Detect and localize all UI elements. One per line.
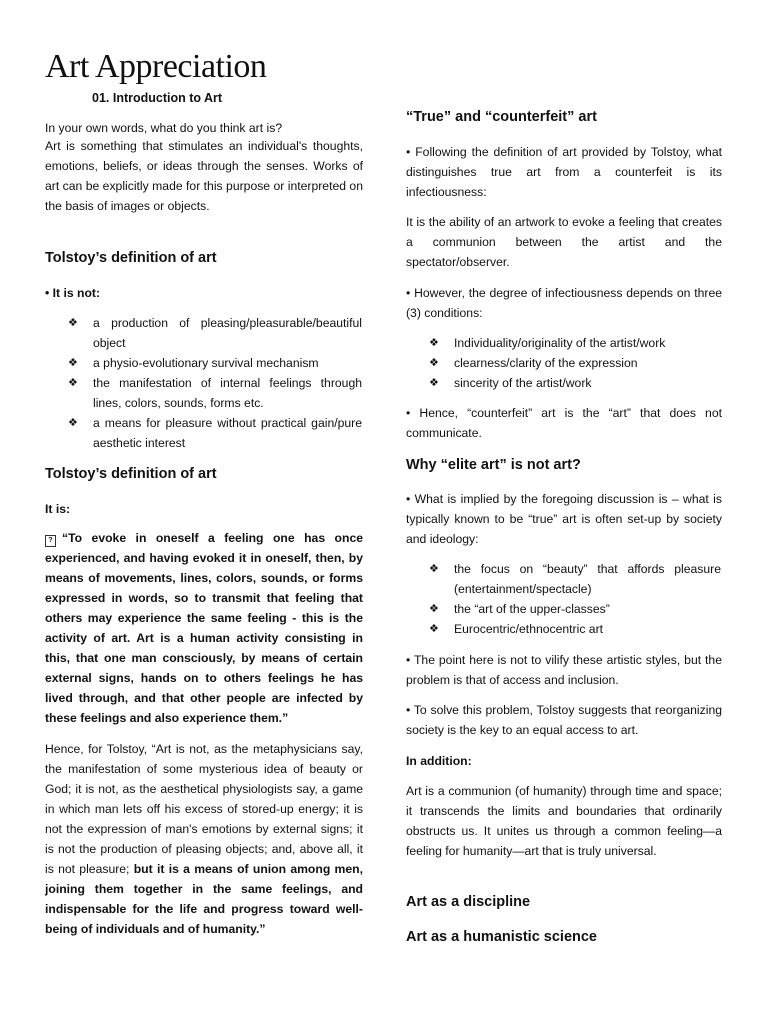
foregoing-paragraph: • What is implied by the foregoing discussion is – what is typically known to be “true” art is often set-up by society and ideology:	[406, 492, 722, 546]
list-item: ❖ a production of pleasing/pleasurable/beautiful object	[68, 313, 362, 353]
hence-paragraph: Hence, for Tolstoy, “Art is not, as the metaphysicians say, the manifestation of some mysterious idea of beauty or God; it is not, as the aesthetical physiologists say, a game in which man lets off his excess of stored-up energy; it is not the expression of man's emotions by external signs; it is not the production of pleasing objects; and, above all, it is not pleasure; but it is a means of union among men, joining them together in the same feelings, and indispensable for the life and progress toward well-being of individuals and of humanity.”	[45, 742, 363, 936]
addition-label: In addition:	[406, 754, 472, 768]
section-heading-tolstoy-1: Tolstoy’s definition of art	[45, 250, 217, 266]
document-subtitle: 01. Introduction to Art	[92, 91, 223, 105]
not-list	[68, 313, 362, 453]
communion-paragraph: Art is a communion (of humanity) through time and space; it transcends the limits and boundaries that ordinarily obstructs us. It unites us through a common feeling—a feeling for humanity—art that is truly universal.	[406, 784, 722, 858]
list-item: ❖ the “art of the upper-classes”	[429, 599, 721, 619]
counterfeit-paragraph: • Hence, “counterfeit” art is the “art” that does not communicate.	[406, 406, 722, 440]
section-heading-true-counterfeit: “True” and “counterfeit” art	[406, 109, 597, 125]
elite-list	[429, 559, 721, 639]
section-heading-humanistic-science: Art as a humanistic science	[406, 929, 597, 945]
answer-paragraph: Art is something that stimulates an individual's thoughts, emotions, beliefs, or ideas through the senses. Works of art can be explicitly made for this purpose or interpreted on the basis of images or objects.	[45, 139, 363, 213]
list-item: ❖ clearness/clarity of the expression	[429, 353, 721, 373]
list-item: ❖ the focus on “beauty” that affords pleasure (entertainment/spectacle)	[429, 559, 721, 599]
question-text: In your own words, what do you think art is?	[45, 121, 283, 135]
list-item: ❖ the manifestation of internal feelings through lines, colors, sounds, forms etc.	[68, 373, 362, 413]
list-item: ❖ a physio-evolutionary survival mechanism	[68, 353, 362, 373]
document-title: Art Appreciation	[45, 48, 267, 85]
not-label: • It is not:	[45, 286, 101, 300]
solve-paragraph: • To solve this problem, Tolstoy suggests that reorganizing society is the key to an equal access to art.	[406, 703, 722, 737]
diamond-bullet-icon: ❖	[68, 377, 78, 389]
conditions-intro: • However, the degree of infectiousness depends on three (3) conditions:	[406, 286, 722, 320]
infectiousness-paragraph: • Following the definition of art provided by Tolstoy, what distinguishes true art from a counterfeit is its infectiousness:	[406, 145, 722, 199]
diamond-bullet-icon: ❖	[68, 317, 78, 329]
diamond-bullet-icon: ❖	[429, 337, 439, 349]
list-item: ❖ Eurocentric/ethnocentric art	[429, 619, 721, 639]
section-heading-tolstoy-2: Tolstoy’s definition of art	[45, 466, 217, 482]
diamond-bullet-icon: ❖	[68, 417, 78, 429]
diamond-bullet-icon: ❖	[429, 563, 439, 575]
is-label: It is:	[45, 502, 71, 516]
diamond-bullet-icon: ❖	[429, 377, 439, 389]
list-item: ❖ sincerity of the artist/work	[429, 373, 721, 393]
placeholder-glyph-icon: ?	[45, 535, 56, 547]
list-item: ❖ a means for pleasure without practical gain/pure aesthetic interest	[68, 413, 362, 453]
conditions-list	[429, 333, 721, 393]
diamond-bullet-icon: ❖	[429, 603, 439, 615]
ability-paragraph: It is the ability of an artwork to evoke a feeling that creates a communion between the artist and the spectator/observer.	[406, 215, 722, 269]
section-heading-elite-art: Why “elite art” is not art?	[406, 457, 581, 473]
section-heading-discipline: Art as a discipline	[406, 894, 531, 910]
tolstoy-quote: ? “To evoke in oneself a feeling one has once experienced, and having evoked it in oneself, then, by means of movements, lines, colors, sounds, or forms expressed in words, so to transmit that feeling that others may experience the same feeling - this is the activity of art. Art is a human activity consisting in this, that one man consciously, by means of certain external signs, hands on to others feelings he has lived through, and that other people are infected by these feelings and also experience them.”	[45, 531, 363, 725]
diamond-bullet-icon: ❖	[429, 357, 439, 369]
diamond-bullet-icon: ❖	[68, 357, 78, 369]
vilify-paragraph: • The point here is not to vilify these artistic styles, but the problem is that of access and inclusion.	[406, 653, 722, 687]
diamond-bullet-icon: ❖	[429, 623, 439, 635]
list-item: ❖ Individuality/originality of the artist/work	[429, 333, 721, 353]
